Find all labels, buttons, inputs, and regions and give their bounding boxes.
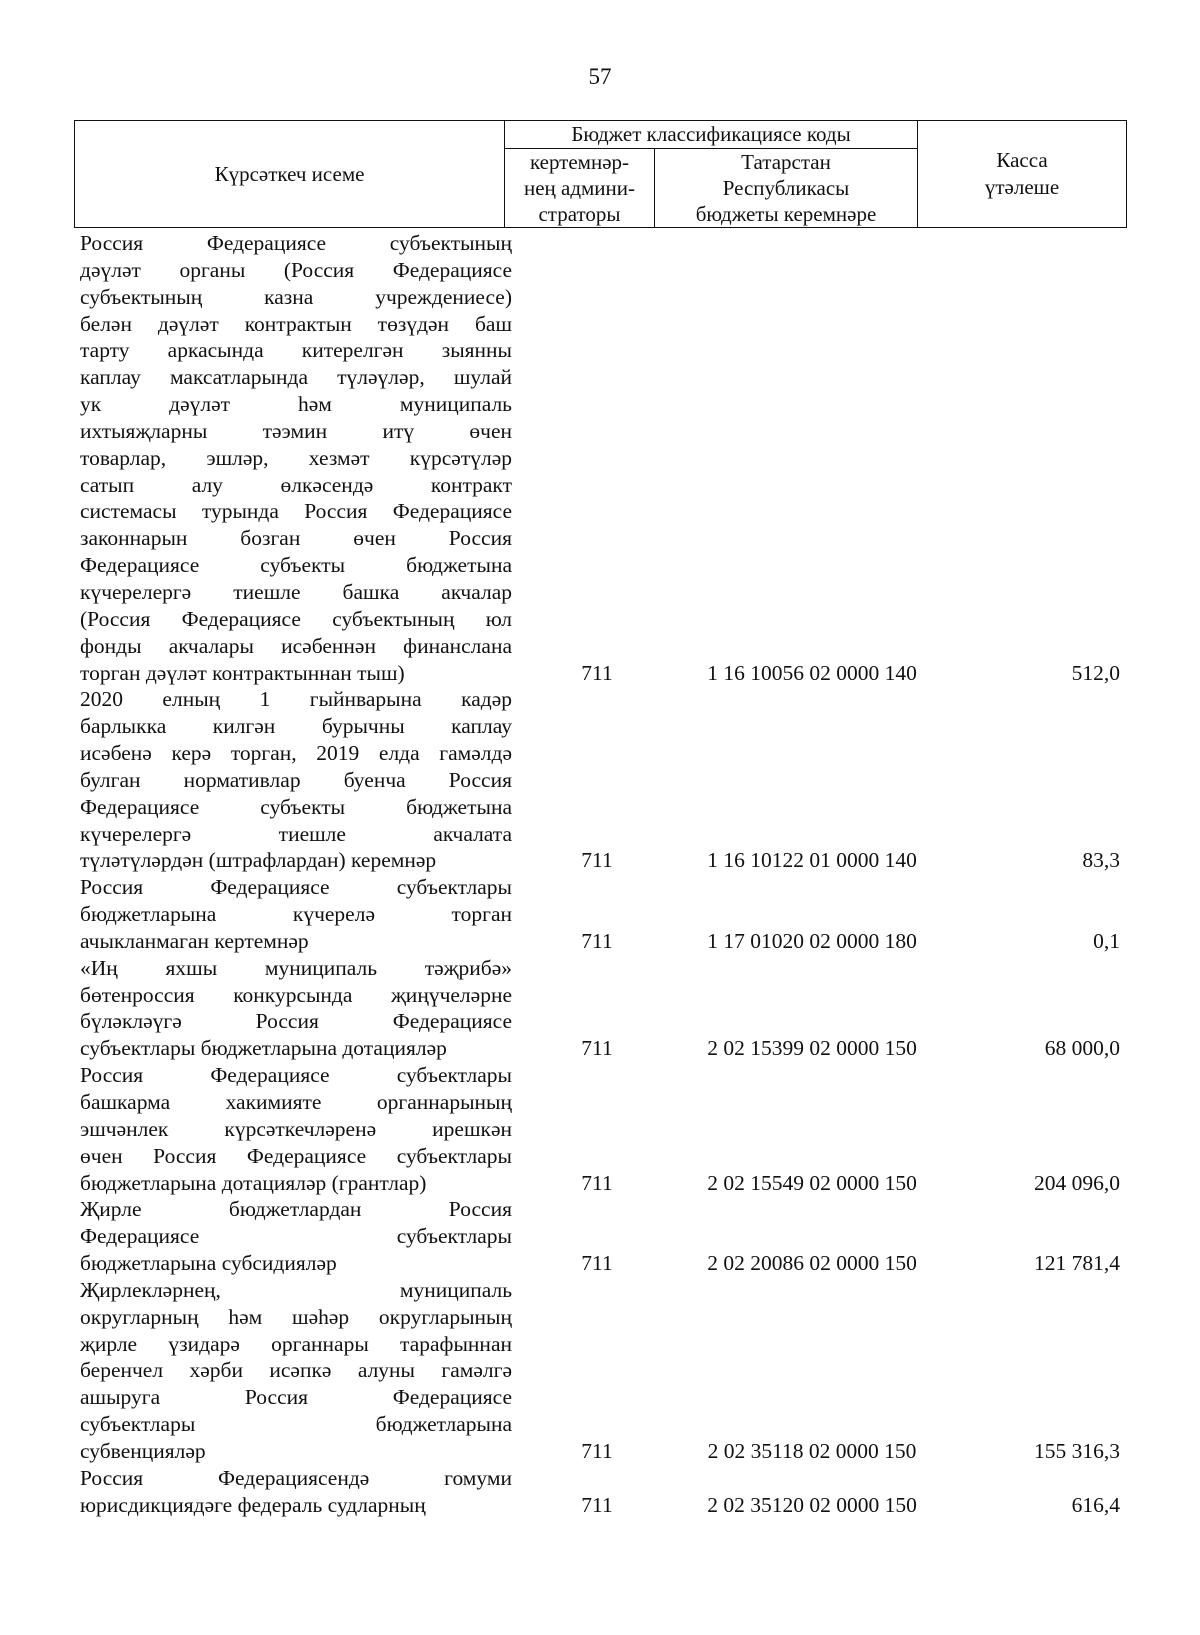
budget-code-header: Бюджет классификациясе коды	[505, 121, 918, 149]
indicator-name-line: 2020 елның 1 гыйнварына кадәр	[80, 687, 512, 712]
indicator-name-line: башкарма хакимияте органнарының	[80, 1090, 512, 1114]
indicator-name-line: товарлар, эшләр, хезмәт күрсәтүләр	[80, 445, 512, 470]
indicator-name-line: Федерациясе субъекты бюджетына	[80, 794, 512, 819]
administrator-code-cell: 711	[581, 1170, 613, 1195]
cash-amount-cell: 0,1	[1093, 928, 1120, 953]
indicator-name-cell	[80, 1277, 512, 1465]
indicator-name-line: җирле үзидарә органнары тарафыннан	[80, 1331, 512, 1356]
indicator-name-line: бюджетларына күчерелә торган	[80, 902, 512, 927]
revenue-code-cell: 1 16 10056 02 0000 140	[707, 660, 917, 685]
indicator-name-line: Федерациясе субъектлары	[80, 1224, 512, 1249]
administrator-code-cell: 711	[581, 1036, 613, 1061]
indicator-name-line: системасы турында Россия Федерациясе	[80, 499, 512, 524]
cash-amount-cell: 155 316,3	[1034, 1438, 1120, 1463]
administrators-header: кертемнәр- нең админи- страторы	[505, 149, 655, 228]
administrator-code-cell: 711	[581, 1438, 613, 1463]
indicator-name-line: бюджетларына дотацияләр (грантлар)	[80, 1170, 427, 1195]
indicator-name-line: юрисдикциядәге федераль судларның	[80, 1492, 426, 1517]
indicator-name-line: ашыруга Россия Федерациясе	[80, 1385, 512, 1410]
indicator-name-line: күчерелергә тиешле акчалата	[80, 821, 512, 846]
administrator-code-cell: 711	[581, 660, 613, 685]
indicator-name-line: субъектлары бюджетларына	[80, 1412, 512, 1437]
indicator-name-line: Россия Федерациясе субъектының	[80, 231, 512, 255]
cash-amount-cell: 83,3	[1082, 848, 1120, 873]
table-row	[80, 230, 1120, 686]
indicator-name-line: түләтүләрдән (штрафлардан) керемнәр	[80, 848, 437, 873]
table-header	[74, 120, 1127, 228]
indicator-name-cell	[80, 955, 512, 1062]
indicator-name-line: барлыкка килгән бурычны каплау	[80, 714, 512, 739]
indicator-name-line: Җирле бюджетлардан Россия	[80, 1197, 512, 1222]
cash-amount-cell: 512,0	[1071, 660, 1120, 685]
indicator-name-line: күчерелергә тиешле башка акчалар	[80, 579, 512, 604]
revenue-code-cell: 2 02 15549 02 0000 150	[707, 1170, 917, 1195]
administrator-code-cell: 711	[581, 1251, 613, 1276]
administrator-code-cell: 711	[581, 1492, 613, 1517]
indicator-name-line: каплау максатларында түләүләр, шулай	[80, 365, 512, 390]
indicator-name-line: ук дәүләт һәм муниципаль	[80, 392, 512, 417]
revenue-code-cell: 2 02 20086 02 0000 150	[707, 1251, 917, 1276]
table-row	[80, 1062, 1120, 1196]
indicator-name-cell	[80, 230, 512, 686]
table-row	[80, 955, 1120, 1062]
indicator-name-line: субвенцияләр	[80, 1438, 206, 1463]
cash-amount-cell: 616,4	[1071, 1492, 1120, 1517]
revenue-code-cell: 2 02 35120 02 0000 150	[707, 1492, 917, 1517]
indicator-name-line: булган нормативлар буенча Россия	[80, 767, 512, 792]
indicator-name-cell	[80, 874, 512, 955]
indicator-name-line: ихтыяҗларны тәэмин итү өчен	[80, 418, 512, 443]
table-row	[80, 1465, 1120, 1519]
revenue-code-cell: 1 17 01020 02 0000 180	[707, 928, 917, 953]
indicator-name-line: белән дәүләт контрактын төзүдән баш	[80, 311, 512, 336]
cash-execution-header: Касса үтәлеше	[918, 121, 1127, 228]
administrator-code-cell: 711	[581, 848, 613, 873]
indicator-name-line: ачыкланмаган кертемнәр	[80, 928, 309, 953]
indicator-name-line: бюджетларына субсидияләр	[80, 1251, 337, 1276]
indicator-name-line: беренчел хәрби исәпкә алуны гамәлгә	[80, 1358, 512, 1383]
indicator-name-header: Күрсәткеч исеме	[75, 121, 505, 228]
indicator-name-line: исәбенә керә торган, 2019 елда гамәлдә	[80, 741, 512, 766]
indicator-name-cell	[80, 1196, 512, 1277]
indicator-name-line: сатып алу өлкәсендә контракт	[80, 472, 512, 497]
indicator-name-line: фонды акчалары исәбеннән финанслана	[80, 633, 512, 658]
table-row	[80, 874, 1120, 955]
indicator-name-line: законнарын бозган өчен Россия	[80, 526, 512, 551]
page-number: 57	[588, 64, 612, 89]
indicator-name-line: округларның һәм шәһәр округларының	[80, 1304, 512, 1329]
indicator-name-line: торган дәүләт контрактыннан тыш)	[80, 660, 405, 685]
indicator-name-line: Җирлекләрнең, муниципаль	[80, 1277, 512, 1302]
indicator-name-cell	[80, 1465, 512, 1519]
cash-amount-cell: 68 000,0	[1044, 1036, 1120, 1061]
table-row	[80, 1277, 1120, 1465]
indicator-name-line: Федерациясе субъекты бюджетына	[80, 553, 512, 578]
cash-amount-cell: 204 096,0	[1034, 1170, 1120, 1195]
table-row	[80, 686, 1120, 874]
indicator-name-line: (Россия Федерациясе субъектының юл	[80, 606, 512, 631]
indicator-name-line: өчен Россия Федерациясе субъектлары	[80, 1143, 512, 1168]
indicator-name-line: субъектының казна учреждениесе)	[80, 284, 512, 309]
indicator-name-line: «Иң яхшы муниципаль тәҗрибә»	[80, 955, 512, 980]
indicator-name-line: эшчәнлек күрсәткечләренә ирешкән	[80, 1116, 512, 1141]
indicator-name-line: Россия Федерациясе субъектлары	[80, 875, 512, 900]
indicator-name-line: тарту аркасында китерелгән зыянны	[80, 338, 512, 363]
administrator-code-cell: 711	[581, 928, 613, 953]
cash-amount-cell: 121 781,4	[1034, 1251, 1120, 1276]
indicator-name-line: Россия Федерациясе субъектлары	[80, 1063, 512, 1088]
indicator-name-line: бөтенроссия конкурсында җиңүчеләрне	[80, 982, 512, 1007]
table-body	[80, 230, 1120, 1519]
indicator-name-cell	[80, 1062, 512, 1196]
indicator-name-line: Россия Федерациясендә гомуми	[80, 1465, 512, 1490]
revenue-code-cell: 2 02 35118 02 0000 150	[707, 1438, 917, 1463]
revenue-code-cell: 2 02 15399 02 0000 150	[707, 1036, 917, 1061]
indicator-name-cell	[80, 686, 512, 874]
indicator-name-line: дәүләт органы (Россия Федерациясе	[80, 257, 512, 282]
indicator-name-line: субъектлары бюджетларына дотацияләр	[80, 1036, 447, 1061]
table-row	[80, 1196, 1120, 1277]
indicator-name-line: бүләкләүгә Россия Федерациясе	[80, 1009, 512, 1034]
revenue-code-cell: 1 16 10122 01 0000 140	[707, 848, 917, 873]
revenue-header: Татарстан Республикасы бюджеты керемнәре	[655, 149, 918, 228]
